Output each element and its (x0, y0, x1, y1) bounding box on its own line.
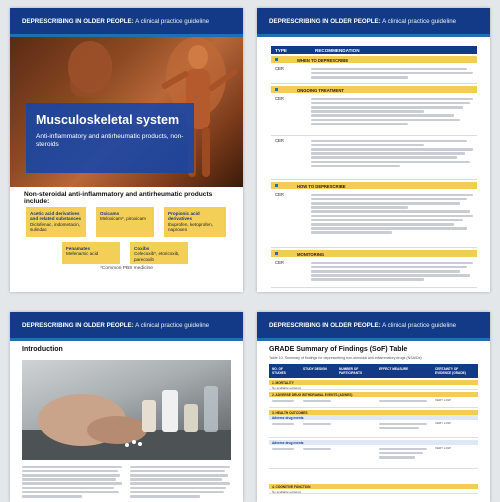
header-rule (257, 34, 490, 37)
table-row: No available evidence (269, 385, 478, 390)
table-row: No available evidence (269, 489, 478, 494)
section-health: 3. HEALTH OUTCOMES (269, 410, 478, 415)
hero-image (10, 37, 243, 187)
page-header: DEPRESCRIBING IN OLDER PEOPLE: A clinical practice guideline (10, 8, 243, 34)
product-box-coxibs: Coxibs Celecoxib*, etoricoxib, parecoxib (130, 242, 188, 264)
subsection-adverse-2: Adverse drug events (269, 440, 478, 445)
section-monitoring: MONITORING (271, 250, 477, 257)
page-header: DEPRESCRIBING IN OLDER PEOPLE: A clinical practice guideline (257, 312, 490, 338)
page-introduction (10, 312, 243, 502)
table-row: CBR (271, 64, 477, 84)
table-header: TYPE RECOMMENDATION (271, 46, 477, 54)
section-title: Introduction (22, 346, 63, 353)
section-mortality: 1. MORTALITY (269, 380, 478, 385)
intro-photo (22, 360, 231, 460)
product-box-propionic: Propionic acid derivatives Ibuprofen, ketoprofen, naproxen (164, 207, 226, 237)
products-heading: Non-steroidal anti-inflammatory and antirheumatic products include: (24, 191, 213, 205)
table-row: CBR (271, 94, 477, 136)
hands-pills-illustration (22, 360, 231, 460)
title-box (26, 103, 194, 173)
section-title: GRADE Summary of Findings (SoF) Table (269, 346, 408, 353)
section-ongoing: ONGOING TREATMENT (271, 86, 477, 93)
table-row: VERY LOW (269, 445, 478, 469)
table-row: CBR (271, 190, 477, 248)
subsection-adverse: Adverse drug events (269, 415, 478, 420)
product-box-fenamates: Fenamates Mefenamic acid (62, 242, 120, 264)
section-when: WHEN TO DEPRESCRIBE (271, 56, 477, 63)
table-row: CBR (271, 258, 477, 288)
table-caption: Table 10. Summary of findings for deprescribing non-steroidal anti-inflammatory drugs (NSAIDs) (269, 356, 422, 360)
section-adwes: 2. ADVERSE DRUG WITHDRAWAL EVENTS (ADWES) (269, 392, 478, 397)
page-header: DEPRESCRIBING IN OLDER PEOPLE: A clinical practice guideline (10, 312, 243, 338)
page-recommendations (257, 8, 490, 292)
body-text-left (22, 464, 122, 499)
header-rule (10, 338, 243, 341)
table-header: NO. OF STUDIES STUDY DESIGN NUMBER OF PARTICIPANTS EFFECT MEASURE CERTAINTY OF EVIDENCE (GRADE) (269, 364, 478, 378)
page-header: DEPRESCRIBING IN OLDER PEOPLE: A clinical practice guideline (257, 8, 490, 34)
footnote: *Common PBS medicine (100, 266, 153, 271)
product-box-acetic: Acetic acid derivatives and related substances Diclofenac, indometacin, sulindac (26, 207, 86, 237)
page-subtitle: Anti-inflammatory and antirheumatic products, non-steroids (36, 133, 184, 148)
table-row: VERY LOW (269, 397, 478, 408)
section-cognitive: 4. COGNITIVE FUNCTION (269, 484, 478, 489)
header-rule (257, 338, 490, 341)
product-box-oxicams: Oxicams Meloxicam*, piroxicam (96, 207, 154, 237)
page-grade-table (257, 312, 490, 502)
table-row: CBR (271, 136, 477, 180)
page-cover (10, 8, 243, 292)
page-title: Musculoskeletal system (36, 113, 180, 127)
section-how: HOW TO DEPRESCRIBE (271, 182, 477, 189)
table-row: VERY LOW (269, 420, 478, 438)
body-text-right (130, 464, 230, 499)
